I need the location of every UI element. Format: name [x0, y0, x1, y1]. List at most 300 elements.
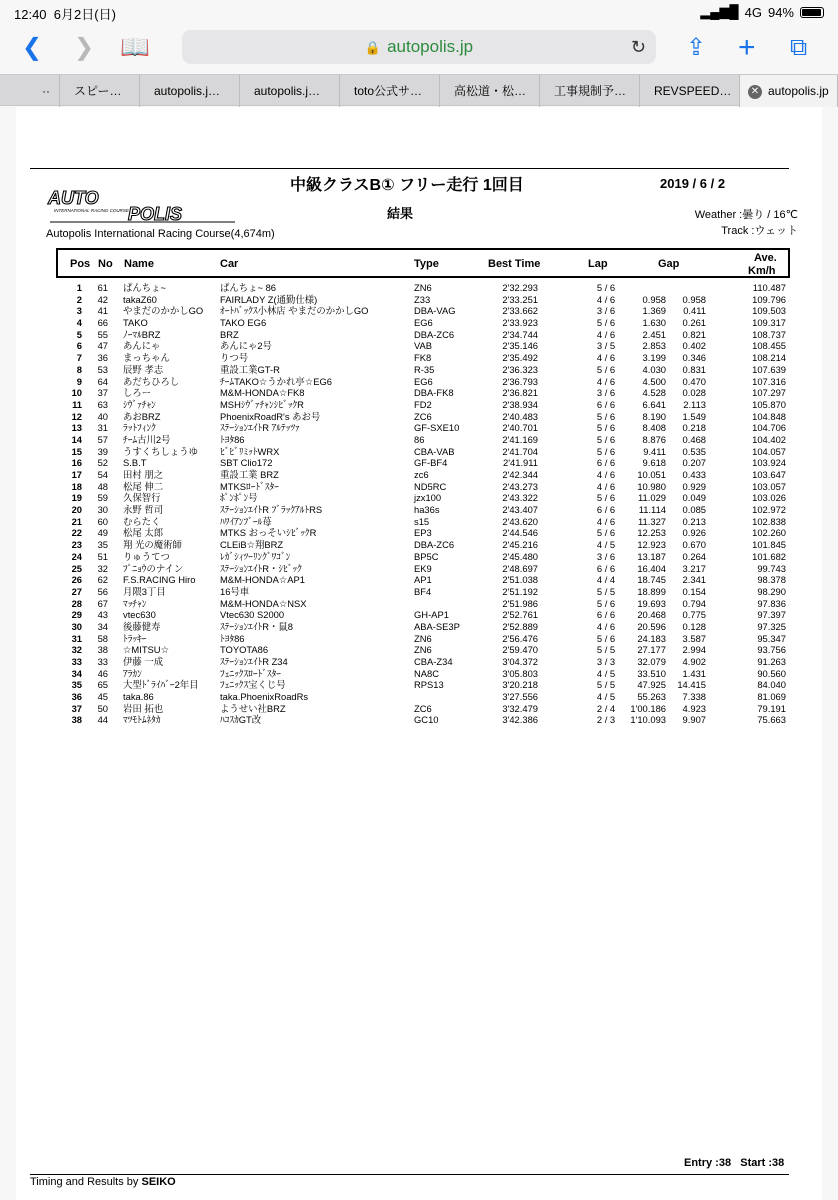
table-row [56, 598, 790, 610]
cell-lap: 5 / 6 [596, 632, 616, 644]
battery-percent: 94% [767, 4, 794, 20]
cell-car: ｵｰﾄﾊﾞｯｸｽ小林店 やまだのかかしGO [220, 305, 369, 317]
cell-pos: 25 [71, 562, 82, 574]
cell-gap-prev: 0.958 [682, 293, 706, 305]
cell-type: GC10 [414, 714, 439, 726]
network-label: 4G [744, 4, 762, 20]
cell-gap: 12.253 [637, 527, 666, 539]
cell-type: s15 [414, 515, 430, 527]
cell-gap-prev: 0.264 [682, 550, 706, 562]
cell-lap: 5 / 6 [596, 317, 616, 329]
table-row [56, 364, 790, 376]
cell-lap: 6 / 6 [596, 398, 616, 410]
cell-best-time: 3'27.556 [502, 691, 538, 703]
cell-type: zc6 [414, 469, 429, 480]
table-row [56, 691, 790, 703]
cell-ave-speed: 108.214 [752, 352, 786, 364]
table-row [56, 679, 790, 691]
cell-no: 34 [97, 620, 108, 632]
cell-type: VAB [414, 340, 433, 352]
cell-best-time: 2'40.701 [502, 422, 538, 434]
cell-ave-speed: 98.290 [757, 585, 786, 597]
divider [30, 168, 789, 169]
cell-best-time: 2'38.934 [502, 398, 538, 410]
cell-gap: 3.199 [642, 352, 666, 364]
cell-ave-speed: 75.663 [757, 714, 786, 726]
cell-no: 38 [97, 644, 108, 656]
cell-pos: 14 [71, 433, 82, 445]
cell-pos: 2 [76, 293, 82, 305]
cell-gap: 19.693 [637, 597, 666, 609]
cell-gap: 10.980 [637, 480, 666, 492]
cell-name: 大型ﾄﾞﾗｲﾊﾞｰ2年目 [123, 679, 199, 691]
cell-ave-speed: 104.057 [752, 445, 786, 457]
header-no: No [98, 258, 113, 270]
cell-gap-prev: 0.213 [682, 515, 706, 527]
cell-gap-prev: 0.261 [682, 317, 706, 329]
cell-ave-speed: 97.836 [757, 597, 786, 609]
cell-pos: 28 [71, 597, 82, 609]
cell-gap-prev: 14.415 [677, 679, 706, 691]
cell-type: CBA-Z34 [414, 656, 453, 667]
cell-no: 32 [97, 562, 108, 574]
cell-no: 39 [97, 445, 108, 457]
cell-name: ﾏﾂﾓﾄﾑﾈﾀｶ [123, 714, 161, 726]
cell-lap: 5 / 5 [596, 679, 616, 691]
logo-sub-text: INTERNATIONAL RACING COURSE [54, 208, 129, 213]
header-type: Type [414, 258, 439, 270]
cell-gap: 4.528 [642, 387, 666, 399]
cell-ave-speed: 97.325 [757, 620, 786, 632]
cell-gap-prev: 9.907 [682, 714, 706, 726]
cell-ave-speed: 107.297 [752, 387, 786, 399]
cell-lap: 4 / 6 [596, 352, 616, 364]
table-row [56, 644, 790, 656]
table-row [56, 621, 790, 633]
cell-car: taka.PhoenixRoadRs [220, 691, 309, 703]
table-row [56, 527, 790, 539]
cell-name: りゅうてつ [123, 550, 170, 562]
cell-gap: 1.369 [642, 305, 666, 317]
header-lap: Lap [588, 258, 608, 270]
cell-no: 37 [97, 387, 108, 399]
cell-name: 永野 哲司 [123, 504, 164, 516]
cell-name: 伊藤 一成 [123, 656, 164, 667]
cell-car: ｽﾃｰｼｮﾝｴｲﾄR・ｼﾋﾞｯｸ [220, 562, 302, 574]
table-row [56, 551, 790, 563]
cell-gap-prev: 0.929 [682, 480, 706, 492]
cell-ave-speed: 104.402 [752, 433, 786, 445]
cell-lap: 5 / 6 [596, 597, 616, 609]
cell-type: FK8 [414, 352, 432, 364]
table-row [56, 469, 790, 481]
tab[interactable]: REVSPEED… [640, 75, 740, 107]
course-info: Autopolis International Racing Course(4,674m) [46, 228, 275, 240]
cell-type: DBA-ZC6 [414, 328, 455, 340]
cell-gap-prev: 3.587 [682, 632, 706, 644]
cell-gap: 9.411 [643, 445, 666, 457]
cell-gap-prev: 7.338 [682, 691, 706, 703]
cell-lap: 4 / 4 [596, 574, 616, 586]
cell-lap: 4 / 6 [596, 480, 616, 492]
cell-best-time: 2'45.216 [502, 539, 538, 551]
cell-no: 64 [97, 375, 108, 387]
table-row [56, 563, 790, 575]
cell-type: 86 [414, 433, 425, 445]
cell-gap-prev: 0.468 [682, 433, 706, 445]
cell-type: GH-AP1 [414, 609, 449, 621]
cell-gap: 1'00.186 [630, 702, 666, 714]
tab[interactable]: スピー… [60, 75, 140, 107]
cell-name: しろー [123, 387, 152, 399]
cell-best-time: 2'41.704 [502, 445, 538, 457]
cell-name: ﾌﾟﾆｮｳのナイン [123, 562, 184, 574]
table-row [56, 399, 790, 411]
clock: 12:40 [14, 7, 47, 22]
cell-lap: 3 / 6 [596, 387, 616, 399]
cell-name: 辰野 孝志 [123, 363, 164, 375]
cell-car: CLEiB☆翔BRZ [220, 539, 284, 551]
cell-pos: 8 [76, 363, 82, 375]
cell-best-time: 3'20.218 [502, 679, 538, 691]
cell-name: ﾉｰﾏﾙBRZ [123, 328, 161, 340]
cell-type: ha36s [414, 504, 440, 516]
cell-no: 30 [97, 504, 108, 516]
cell-car: ｽﾃｰｼｮﾝｴｲﾄR ｱﾙﾃｯﾂｧ [220, 422, 300, 434]
timing-text: Timing and Results by [30, 1176, 139, 1188]
cell-type: EG6 [414, 317, 433, 329]
cell-lap: 5 / 6 [596, 433, 616, 445]
cell-pos: 33 [71, 656, 82, 667]
cell-car: ｽﾃｰｼｮﾝｴｲﾄR・鼠8 [220, 620, 293, 632]
cell-lap: 2 / 3 [596, 714, 616, 726]
cell-no: 57 [97, 433, 108, 445]
header-ave: Ave. [754, 252, 777, 264]
cell-best-time: 2'32.293 [502, 282, 538, 293]
cell-no: 58 [97, 632, 108, 644]
cell-gap-prev: 0.049 [682, 492, 706, 504]
address-bar[interactable] [182, 30, 656, 64]
cell-no: 43 [97, 609, 108, 621]
cell-gap-prev: 1.549 [682, 410, 706, 422]
table-row [56, 376, 790, 388]
cell-best-time: 2'52.889 [502, 620, 538, 632]
cell-pos: 6 [76, 340, 82, 352]
cell-ave-speed: 102.972 [752, 504, 786, 516]
cell-pos: 17 [71, 469, 82, 480]
cell-gap-prev: 2.994 [682, 644, 706, 656]
cell-pos: 23 [71, 539, 82, 551]
table-row [56, 714, 790, 726]
lock-icon: 🔒 [364, 40, 382, 55]
cell-lap: 3 / 6 [596, 550, 616, 562]
cell-best-time: 2'35.492 [502, 352, 538, 364]
cell-gap: 4.500 [642, 375, 666, 387]
cell-no: 65 [97, 679, 108, 691]
cell-type: EK9 [414, 562, 432, 574]
cell-car: Vtec630 S2000 [220, 609, 285, 621]
cell-name: ﾄﾗｯｷｰ [123, 632, 147, 644]
cell-pos: 30 [71, 620, 82, 632]
cell-ave-speed: 109.317 [752, 317, 786, 329]
cell-best-time: 2'51.038 [502, 574, 538, 586]
cell-name: ﾏｯﾁｬﾝ [123, 597, 147, 609]
cell-best-time: 2'40.483 [502, 410, 538, 422]
cell-best-time: 2'35.146 [502, 340, 538, 352]
cell-no: 56 [97, 585, 108, 597]
cell-gap-prev: 3.217 [682, 562, 706, 574]
close-tab-icon[interactable]: ✕ [748, 85, 762, 99]
cell-best-time: 3'42.386 [502, 714, 538, 726]
table-row [56, 340, 790, 352]
cell-lap: 6 / 6 [596, 504, 616, 516]
cell-name: 田村 朋之 [123, 469, 164, 480]
cell-type: EG6 [414, 375, 433, 387]
cell-ave-speed: 103.026 [752, 492, 786, 504]
cell-best-time: 2'44.546 [502, 527, 538, 539]
cell-lap: 5 / 6 [596, 363, 616, 375]
cell-ave-speed: 108.455 [752, 340, 786, 352]
cell-type: AP1 [414, 574, 432, 586]
table-row [56, 539, 790, 551]
cell-ave-speed: 97.397 [757, 609, 786, 621]
cell-name: ☆MITSU☆ [123, 644, 169, 656]
cell-pos: 37 [71, 702, 82, 714]
cell-gap: 12.923 [637, 539, 666, 551]
cell-car: 重設工業 BRZ [220, 469, 279, 480]
cell-name: vtec630 [123, 609, 156, 621]
tab[interactable]: ·· [0, 75, 60, 107]
cell-name: 翔 光の魔術師 [123, 539, 182, 551]
cell-type: DBA-VAG [414, 305, 456, 317]
cell-pos: 4 [76, 317, 82, 329]
cell-ave-speed: 93.756 [757, 644, 786, 656]
seiko-logo: SEIKO [141, 1176, 176, 1188]
status-date: 6月2日(日) [53, 7, 116, 22]
cell-car: ｽﾃｰｼｮﾝｴｲﾄR ﾌﾞﾗｯｸｱﾙﾄRS [220, 504, 323, 516]
cell-gap: 1'10.093 [630, 714, 666, 726]
cell-lap: 5 / 6 [596, 445, 616, 457]
cell-pos: 24 [71, 550, 82, 562]
cell-pos: 5 [76, 328, 82, 340]
table-row [56, 294, 790, 306]
cell-gap: 11.029 [638, 492, 666, 504]
cell-no: 53 [97, 363, 108, 375]
cell-gap-prev: 0.207 [682, 457, 706, 469]
cell-pos: 34 [71, 667, 82, 679]
cell-ave-speed: 104.848 [752, 410, 786, 422]
cell-no: 42 [97, 293, 108, 305]
table-row [56, 574, 790, 586]
back-icon[interactable]: ❮ [22, 34, 43, 61]
cell-type: CBA-VAB [414, 445, 455, 457]
cell-ave-speed: 105.870 [752, 398, 786, 410]
cell-gap: 10.051 [637, 469, 666, 480]
table-row [56, 609, 790, 621]
cell-lap: 5 / 6 [596, 527, 616, 539]
cell-gap-prev: 4.902 [682, 656, 706, 667]
cell-no: 40 [97, 410, 108, 422]
tab[interactable]: toto公式サ… [340, 75, 440, 107]
header-best-time: Best Time [488, 258, 541, 270]
table-row [56, 411, 790, 423]
cell-car: ﾎﾟﾝﾎﾟﾝ号 [220, 492, 258, 504]
reload-icon[interactable]: ↻ [630, 37, 646, 57]
cell-car: MTKSﾛｰﾄﾞｽﾀｰ [220, 480, 279, 492]
cell-pos: 38 [71, 714, 82, 726]
cell-type: ZC6 [414, 702, 432, 714]
share-icon[interactable]: ⇪ [686, 34, 707, 61]
url-text: autopolis.jp [387, 37, 474, 56]
cell-name: S.B.T [123, 457, 147, 469]
cell-gap: 18.899 [637, 585, 666, 597]
cell-pos: 9 [76, 375, 82, 387]
cell-type: BF4 [414, 585, 432, 597]
cell-car: ﾌｪﾆｯｸｽ宝くじ号 [220, 679, 286, 691]
cell-type: ZN6 [414, 644, 432, 656]
cell-gap-prev: 0.433 [682, 469, 706, 480]
cell-type: BP5C [414, 550, 439, 562]
new-tab-icon[interactable]: + [738, 31, 756, 64]
cell-gap-prev: 0.028 [682, 387, 706, 399]
cell-car: M&M-HONDA☆AP1 [220, 574, 305, 586]
cell-name: ｱﾗｶﾝ [123, 667, 142, 679]
cell-ave-speed: 98.378 [757, 574, 786, 586]
cell-pos: 13 [71, 422, 82, 434]
cell-no: 67 [97, 597, 108, 609]
table-row [56, 305, 790, 317]
cell-best-time: 3'32.479 [502, 702, 538, 714]
cell-pos: 22 [71, 527, 82, 539]
cell-gap-prev: 0.346 [682, 352, 706, 364]
table-row [56, 668, 790, 680]
cell-ave-speed: 102.838 [752, 515, 786, 527]
cell-ave-speed: 103.057 [752, 480, 786, 492]
cell-name: 久保智行 [123, 492, 161, 504]
cell-gap: 27.177 [637, 644, 666, 656]
logo-top-text: AUTO [48, 188, 99, 208]
cell-pos: 27 [71, 585, 82, 597]
cell-gap: 33.510 [637, 667, 666, 679]
cell-gap-prev: 0.831 [682, 363, 706, 375]
cell-lap: 4 / 5 [596, 667, 616, 679]
cell-car: ｽﾃｰｼｮﾝｴｲﾄR Z34 [220, 656, 288, 667]
cell-lap: 5 / 6 [596, 422, 616, 434]
cell-no: 41 [97, 305, 108, 317]
results-table [56, 282, 790, 726]
cell-car: MSHｼｳﾞｧﾁｬﾝｼﾋﾞｯｸR [220, 398, 304, 410]
tab-active-label: autopolis.jp [768, 84, 829, 98]
table-row [56, 633, 790, 645]
cell-best-time: 2'42.344 [502, 469, 538, 480]
tab[interactable]: 工事規制予… [540, 75, 640, 107]
table-row [56, 703, 790, 715]
cell-best-time: 2'56.476 [502, 632, 538, 644]
cell-name: takaZ60 [123, 293, 157, 305]
cell-best-time: 2'33.662 [502, 305, 538, 317]
cell-ave-speed: 107.639 [752, 363, 786, 375]
cell-best-time: 2'52.761 [502, 609, 538, 621]
header-car: Car [220, 258, 239, 270]
table-row [56, 282, 790, 294]
forward-icon[interactable]: ❯ [74, 34, 95, 61]
table-row [56, 317, 790, 329]
timing-credit [30, 1176, 176, 1188]
cell-no: 51 [97, 550, 108, 562]
cell-car: ﾋﾞﾋﾞﾘﾐｯﾄWRX [220, 445, 280, 457]
cell-ave-speed: 104.706 [752, 422, 786, 434]
cell-name: ﾗｯﾄﾌｨﾝｸ [123, 422, 156, 434]
signal-icon: ▂▄▆█ [700, 4, 739, 19]
cell-gap-prev: 2.113 [683, 398, 706, 410]
cell-best-time: 2'59.470 [502, 644, 538, 656]
cell-no: 45 [97, 691, 108, 703]
logo-bottom-text: POLIS [128, 204, 183, 224]
cell-ave-speed: 90.560 [757, 667, 786, 679]
cell-best-time: 2'51.986 [502, 597, 538, 609]
cell-gap: 2.451 [642, 328, 666, 340]
cell-best-time: 2'33.251 [502, 293, 538, 305]
bookmarks-icon[interactable]: 📖 [120, 34, 150, 61]
cell-gap-prev: 0.402 [682, 340, 706, 352]
cell-name: 月隈3丁目 [123, 585, 166, 597]
cell-name: ｼｳﾞｧﾁｬﾝ [123, 398, 156, 410]
cell-car: ﾚｶﾞｼｨﾂｰﾘﾝｸﾞﾜｺﾞﾝ [220, 550, 291, 562]
cell-no: 66 [97, 317, 108, 329]
results-header [56, 248, 790, 278]
cell-ave-speed: 99.743 [757, 562, 786, 574]
tab[interactable]: autopolis.j… [240, 75, 340, 107]
cell-best-time: 2'36.793 [502, 375, 538, 387]
cell-pos: 29 [71, 609, 82, 621]
cell-lap: 4 / 5 [596, 539, 616, 551]
cell-pos: 36 [71, 691, 82, 703]
cell-best-time: 2'45.480 [502, 550, 538, 562]
cell-lap: 2 / 4 [596, 702, 616, 714]
cell-pos: 31 [71, 632, 82, 644]
cell-ave-speed: 91.263 [757, 656, 786, 667]
cell-lap: 4 / 6 [596, 328, 616, 340]
cell-lap: 6 / 6 [596, 562, 616, 574]
cell-lap: 5 / 6 [596, 410, 616, 422]
cell-type: NA8C [414, 667, 440, 679]
cell-pos: 26 [71, 574, 82, 586]
cell-no: 44 [97, 714, 108, 726]
tab[interactable]: autopolis.j… [140, 75, 240, 107]
cell-no: 33 [97, 656, 108, 667]
cell-ave-speed: 102.260 [752, 527, 786, 539]
cell-lap: 4 / 6 [596, 515, 616, 527]
cell-car: ﾁｰﾑTAKO☆うかれ亭☆EG6 [220, 375, 332, 387]
cell-lap: 5 / 6 [596, 492, 616, 504]
cell-type: DBA-FK8 [414, 387, 454, 399]
tabs-overview-icon[interactable]: ⧉ [790, 34, 808, 61]
tab-active[interactable] [740, 75, 838, 107]
cell-gap: 8.190 [642, 410, 666, 422]
cell-gap: 1.630 [642, 317, 666, 329]
cell-gap-prev: 0.535 [682, 445, 706, 457]
cell-best-time: 2'51.192 [502, 585, 538, 597]
cell-type: jzx100 [414, 492, 442, 504]
cell-car: TOYOTA86 [220, 644, 269, 656]
cell-name: ﾁｰﾑ古川2号 [123, 433, 171, 445]
tab[interactable]: 高松道・松… [440, 75, 540, 107]
cell-ave-speed: 81.069 [757, 691, 786, 703]
cell-gap-prev: 0.128 [682, 620, 706, 632]
cell-type: ND5RC [414, 480, 447, 492]
cell-name: むらたく [123, 515, 161, 527]
header-kmh: Km/h [748, 265, 776, 277]
